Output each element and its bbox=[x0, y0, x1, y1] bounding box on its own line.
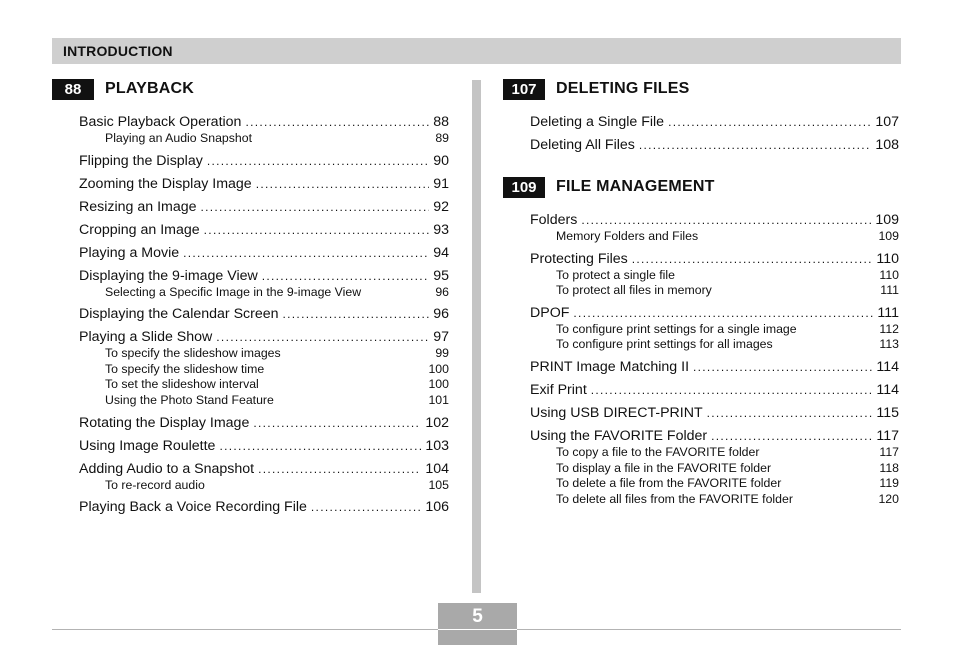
toc-subentry-title: To copy a file to the FAVORITE folder bbox=[556, 444, 760, 459]
toc-entry[interactable] bbox=[530, 428, 899, 507]
toc-entry-line[interactable] bbox=[530, 114, 899, 131]
toc-entry-page: 106 bbox=[425, 499, 449, 516]
toc-subentry[interactable] bbox=[530, 337, 899, 353]
toc-entry[interactable] bbox=[79, 461, 449, 494]
toc-subentry[interactable] bbox=[530, 476, 899, 492]
toc-entry[interactable] bbox=[530, 405, 899, 422]
toc-entry-page: 110 bbox=[876, 250, 899, 267]
toc-entry-line[interactable] bbox=[530, 137, 899, 154]
toc-subentry-title: To delete a file from the FAVORITE folder bbox=[556, 476, 782, 491]
toc-entry-line[interactable] bbox=[530, 382, 899, 399]
dot-leader bbox=[183, 245, 429, 262]
dot-leader bbox=[573, 305, 873, 322]
toc-entry-title: DPOF bbox=[530, 304, 570, 321]
toc-entry[interactable] bbox=[530, 382, 899, 399]
toc-entry-line[interactable] bbox=[79, 114, 449, 131]
toc-entry-page: 114 bbox=[876, 381, 899, 398]
toc-entries bbox=[503, 114, 899, 154]
toc-subentry[interactable] bbox=[530, 322, 899, 338]
dot-leader bbox=[262, 268, 429, 285]
toc-entry-title: Using USB DIRECT-PRINT bbox=[530, 404, 703, 421]
toc-entry-page: 93 bbox=[433, 221, 449, 238]
dot-leader bbox=[581, 212, 871, 229]
dot-leader bbox=[258, 461, 421, 478]
toc-entry-title: Zooming the Display Image bbox=[79, 175, 252, 192]
toc-subentry-page: 118 bbox=[879, 460, 899, 475]
toc-subentry-title: To configure print settings for a single image bbox=[556, 321, 797, 336]
toc-subentry[interactable] bbox=[79, 377, 449, 393]
toc-subentry-title: To delete all files from the FAVORITE folder bbox=[556, 491, 793, 506]
toc-entry-line[interactable] bbox=[79, 176, 449, 193]
dot-leader bbox=[245, 114, 429, 131]
toc-entry-line[interactable] bbox=[79, 329, 449, 346]
toc-entry[interactable] bbox=[79, 114, 449, 147]
toc-subentry-title: To set the slideshow interval bbox=[105, 377, 259, 392]
toc-entry-title: Playing Back a Voice Recording File bbox=[79, 499, 307, 516]
toc-entry-line[interactable] bbox=[79, 268, 449, 285]
toc-subentry-page: 96 bbox=[435, 284, 449, 299]
toc-entry[interactable] bbox=[79, 306, 449, 323]
page-number: 5 bbox=[472, 606, 483, 627]
header-title: INTRODUCTION bbox=[63, 43, 173, 59]
toc-subentry[interactable] bbox=[530, 492, 899, 508]
toc-entry-page: 102 bbox=[425, 414, 449, 431]
section-heading bbox=[503, 176, 899, 198]
toc-entry-line[interactable] bbox=[79, 415, 449, 432]
toc-entry[interactable] bbox=[79, 222, 449, 239]
toc-subentry-page: 89 bbox=[435, 131, 449, 145]
toc-subentry-page: 111 bbox=[880, 283, 899, 298]
toc-entry-page: 90 bbox=[433, 152, 449, 169]
toc-subentry[interactable] bbox=[79, 285, 449, 301]
toc-section bbox=[503, 176, 899, 507]
toc-entry-line[interactable] bbox=[79, 438, 449, 455]
toc-entry[interactable] bbox=[530, 137, 899, 154]
toc-entry-line[interactable] bbox=[79, 245, 449, 262]
toc-entry-title: Displaying the Calendar Screen bbox=[79, 306, 279, 323]
toc-entry-title: Protecting Files bbox=[530, 250, 628, 267]
dot-leader bbox=[632, 251, 873, 268]
toc-subentry[interactable] bbox=[530, 268, 899, 284]
toc-entry-title: PRINT Image Matching II bbox=[530, 358, 690, 375]
toc-subentry-title: Playing an Audio Snapshot bbox=[105, 131, 252, 145]
section-title: FILE MANAGEMENT bbox=[556, 178, 715, 195]
toc-entry-line[interactable] bbox=[79, 153, 449, 170]
toc-entry[interactable] bbox=[530, 305, 899, 353]
toc-entry-page: 95 bbox=[433, 267, 449, 284]
toc-entry[interactable] bbox=[79, 329, 449, 408]
toc-section bbox=[503, 78, 899, 154]
toc-subentry-page: 117 bbox=[879, 444, 899, 459]
toc-entry[interactable] bbox=[79, 153, 449, 170]
toc-entry-title: Playing a Movie bbox=[79, 244, 180, 261]
toc-entry-page: 109 bbox=[875, 212, 899, 228]
toc-subentry-title: Memory Folders and Files bbox=[556, 229, 699, 243]
dot-leader bbox=[668, 114, 871, 131]
toc-subentry-page: 119 bbox=[879, 476, 899, 491]
section-header-bar bbox=[52, 38, 901, 64]
toc-subentry-page: 113 bbox=[879, 337, 899, 352]
dot-leader bbox=[216, 329, 429, 346]
toc-entry-page: 104 bbox=[425, 460, 449, 477]
toc-subentry[interactable] bbox=[79, 362, 449, 378]
section-heading bbox=[52, 78, 449, 100]
dot-leader bbox=[219, 438, 421, 455]
toc-entry[interactable] bbox=[79, 268, 449, 301]
toc-subentry-page: 109 bbox=[878, 229, 899, 243]
section-page-badge: 88 bbox=[52, 79, 94, 100]
toc-entry[interactable] bbox=[79, 415, 449, 432]
dot-leader bbox=[201, 199, 430, 216]
toc-subentry-page: 100 bbox=[428, 377, 449, 392]
toc-entry-title: Adding Audio to a Snapshot bbox=[79, 460, 255, 477]
section-heading bbox=[503, 78, 899, 100]
toc-entry-page: 94 bbox=[433, 244, 449, 261]
toc-entry-line[interactable] bbox=[530, 428, 899, 445]
right-column bbox=[503, 78, 899, 529]
toc-entry-line[interactable] bbox=[530, 212, 899, 229]
toc-subentry[interactable] bbox=[79, 478, 449, 494]
toc-entry-title: Using Image Roulette bbox=[79, 437, 216, 454]
toc-entry-title: Rotating the Display Image bbox=[79, 414, 250, 431]
toc-entry[interactable] bbox=[79, 245, 449, 262]
toc-entry[interactable] bbox=[79, 176, 449, 193]
dot-leader bbox=[256, 176, 430, 193]
toc-subentry-title: To protect a single file bbox=[556, 267, 675, 282]
toc-entry-line[interactable] bbox=[79, 306, 449, 323]
toc-subentry[interactable] bbox=[79, 346, 449, 362]
dot-leader bbox=[707, 405, 873, 422]
toc-entry-page: 115 bbox=[876, 404, 899, 421]
toc-entry[interactable] bbox=[530, 359, 899, 376]
toc-entry-line[interactable] bbox=[79, 199, 449, 216]
toc-entry-title: Exif Print bbox=[530, 381, 587, 398]
toc-entry-line[interactable] bbox=[79, 499, 449, 516]
toc-subentry-page: 99 bbox=[435, 346, 449, 361]
toc-subentry-page: 120 bbox=[878, 491, 899, 506]
section-title: DELETING FILES bbox=[556, 80, 690, 97]
toc-entry-page: 88 bbox=[433, 114, 449, 130]
toc-entry-title: Displaying the 9-image View bbox=[79, 267, 258, 284]
toc-section bbox=[52, 78, 449, 516]
toc-subentry-title: To protect all files in memory bbox=[556, 283, 712, 298]
dot-leader bbox=[591, 382, 873, 399]
toc-entries bbox=[52, 114, 449, 516]
toc-entry-title: Deleting a Single File bbox=[530, 114, 665, 130]
dot-leader bbox=[311, 499, 421, 516]
section-page-badge: 107 bbox=[503, 79, 545, 100]
toc-entry-line[interactable] bbox=[530, 305, 899, 322]
toc-entry[interactable] bbox=[79, 438, 449, 455]
toc-entry-page: 96 bbox=[433, 306, 449, 323]
toc-entry-title: Playing a Slide Show bbox=[79, 329, 213, 346]
toc-entry[interactable] bbox=[530, 212, 899, 245]
toc-entry-title: Cropping an Image bbox=[79, 221, 200, 238]
toc-subentry-page: 110 bbox=[879, 267, 899, 282]
dot-leader bbox=[283, 306, 430, 323]
toc-subentry-page: 112 bbox=[879, 321, 899, 336]
toc-subentry[interactable] bbox=[530, 461, 899, 477]
toc-entry[interactable] bbox=[79, 499, 449, 516]
toc-entry-page: 114 bbox=[876, 358, 899, 375]
toc-entry-line[interactable] bbox=[530, 251, 899, 268]
page-number-box bbox=[438, 603, 517, 645]
toc-entry-title: Flipping the Display bbox=[79, 152, 203, 169]
toc-subentry-page: 101 bbox=[428, 392, 449, 407]
toc-subentry-title: To specify the slideshow time bbox=[105, 361, 265, 376]
toc-entry-page: 107 bbox=[875, 114, 899, 130]
toc-subentry-title: Using the Photo Stand Feature bbox=[105, 392, 274, 407]
dot-leader bbox=[711, 428, 872, 445]
toc-subentry[interactable] bbox=[530, 445, 899, 461]
toc-entry-page: 108 bbox=[875, 137, 899, 153]
column-divider bbox=[472, 80, 481, 593]
dot-leader bbox=[639, 137, 871, 154]
toc-subentry-page: 100 bbox=[428, 361, 449, 376]
dot-leader bbox=[253, 415, 421, 432]
section-page-badge: 109 bbox=[503, 177, 545, 198]
toc-subentry-title: To specify the slideshow images bbox=[105, 346, 281, 361]
toc-entry-line[interactable] bbox=[530, 405, 899, 422]
section-title: PLAYBACK bbox=[105, 80, 195, 97]
toc-entry-page: 97 bbox=[433, 329, 449, 346]
toc-entry-title: Folders bbox=[530, 212, 578, 228]
toc-entry[interactable] bbox=[79, 199, 449, 216]
toc-subentry[interactable] bbox=[79, 131, 449, 147]
toc-entries bbox=[503, 212, 899, 507]
dot-leader bbox=[207, 153, 429, 170]
toc-entry-title: Deleting All Files bbox=[530, 137, 635, 153]
toc-entry-page: 91 bbox=[433, 175, 449, 192]
toc-entry-title: Using the FAVORITE Folder bbox=[530, 427, 708, 444]
toc-entry-line[interactable] bbox=[79, 461, 449, 478]
toc-subentry-title: To configure print settings for all images bbox=[556, 337, 773, 352]
toc-entry-page: 111 bbox=[877, 304, 899, 321]
toc-subentry-title: To display a file in the FAVORITE folder bbox=[556, 460, 772, 475]
toc-entry-line[interactable] bbox=[79, 222, 449, 239]
toc-subentry-title: Selecting a Specific Image in the 9-image View bbox=[105, 284, 362, 299]
toc-entry-title: Basic Playback Operation bbox=[79, 114, 242, 130]
dot-leader bbox=[204, 222, 430, 239]
toc-subentry-title: To re-record audio bbox=[105, 477, 205, 492]
toc-subentry[interactable] bbox=[79, 393, 449, 409]
toc-entry-page: 117 bbox=[876, 427, 899, 444]
dot-leader bbox=[693, 359, 872, 376]
toc-entry[interactable] bbox=[530, 251, 899, 299]
toc-subentry[interactable] bbox=[530, 229, 899, 245]
toc-subentry[interactable] bbox=[530, 283, 899, 299]
toc-entry[interactable] bbox=[530, 114, 899, 131]
left-column bbox=[52, 78, 449, 538]
toc-entry-page: 103 bbox=[425, 437, 449, 454]
toc-entry-page: 92 bbox=[433, 198, 449, 215]
toc-entry-line[interactable] bbox=[530, 359, 899, 376]
toc-entry-title: Resizing an Image bbox=[79, 198, 197, 215]
toc-subentry-page: 105 bbox=[428, 477, 449, 492]
